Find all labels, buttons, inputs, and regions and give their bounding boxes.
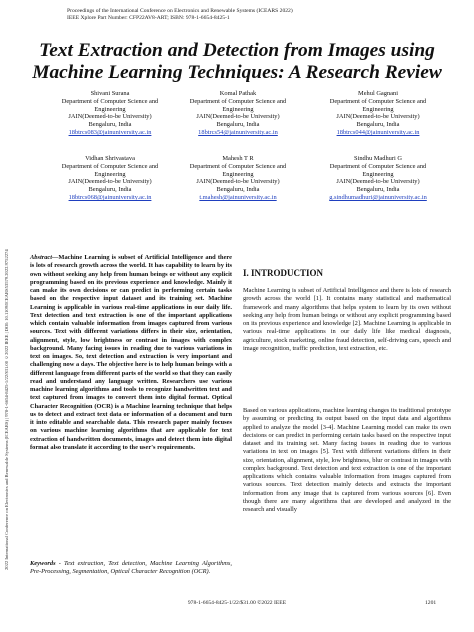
author-city: Bengaluru, India: [356, 186, 400, 194]
author-block: [168, 155, 308, 202]
author-dept: Department of Computer Science and: [329, 97, 427, 105]
author-name: Shivani Surana: [90, 90, 130, 97]
author-institution: JAIN(Deemed-to-be University): [68, 178, 152, 186]
author-institution: JAIN(Deemed-to-be University): [68, 113, 152, 121]
author-email[interactable]: 18btrcs083@jainuniversity.ac.in: [68, 128, 152, 136]
author-name: Komal Pathak: [219, 90, 257, 97]
footer-copyright: 978-1-6654-8425-1/22/$31.00 ©2022 IEEE: [187, 600, 287, 606]
author-name: Vidhan Shrivastava: [85, 155, 135, 162]
author-dept: Engineering: [362, 105, 394, 113]
author-email[interactable]: 18btrcs068@jainuniversity.ac.in: [68, 193, 152, 201]
author-name: Mehul Gagnani: [358, 90, 398, 97]
author-dept: Engineering: [94, 105, 126, 113]
author-block: [40, 90, 180, 137]
author-dept: Engineering: [222, 105, 254, 113]
conference-line-2: IEEE Xplore Part Number: CFP22AV8-ART; ISBN: 978-1-6654-8425-1: [67, 15, 230, 21]
author-block: [308, 155, 448, 202]
conference-header: [67, 8, 293, 22]
author-institution: JAIN(Deemed-to-be University): [196, 113, 280, 121]
page-number: 1201: [425, 600, 437, 606]
author-city: Bengaluru, India: [88, 186, 132, 194]
author-email[interactable]: 18btrcs044@jainuniversity.ac.in: [336, 128, 420, 136]
author-institution: JAIN(Deemed-to-be University): [336, 113, 420, 121]
author-city: Bengaluru, India: [88, 121, 132, 129]
abstract-lead: Abstract: [30, 254, 53, 261]
keywords-lead: Keywords: [30, 560, 56, 567]
author-dept: Department of Computer Science and: [189, 97, 287, 105]
section-heading: I. INTRODUCTION: [243, 268, 324, 278]
author-email[interactable]: t.mahesh@jainuniversity.ac.in: [199, 193, 277, 201]
doi-sidebar: 2022 International Conference on Electronics and Renewable Systems (ICEARS) | 978-1-6654-8425-1/22/$31.00 ©2022 IEEE | DOI: 10.1109/ICEARS53579.2022.9752274: [4, 249, 9, 570]
abstract: [30, 254, 232, 452]
abstract-text: —Machine Learning is subset of Artificial Intelligence and there is lots of research growth across the world. It has capability to learn by its own without seeking any help from human beings or without any explicit programming based on its previous experience and knowledge. Mainly it can make its own decisions or can predict in performing certain tasks based on the respective input dataset and its training set. Machine Learning is applicable in various real-time applications in our daily life. Text detection and text extraction is one of the important applications which contain valuable information from images captured from various sources. Text with different variations differs in their size, orientation, alignment, style, low brightness or contrast in images with complex background. Many facing issues in reading due to various variations in text on images. So, text detection and extraction is very important and challenging now a days. The objective here is to help human beings with a different language from different parts of the world so that they can easily read and understand any language written. Researchers use various machine learning algorithms and tools to recognize handwritten text and text captured from images to convert them into digital format. Optical Character Recognition (OCR) is a Machine learning technique that helps us to detect and extract text data or information of a document and turn it into editable and searchable data. This research paper mainly focuses on various machine learning algorithms that are applicable for text extraction of handwritten documents, images and detect them into digital format also translate it according to the user's requirements.: [30, 254, 232, 451]
author-block: [308, 90, 448, 137]
author-name: Sindhu Madhuri G: [354, 155, 402, 162]
author-city: Bengaluru, India: [356, 121, 400, 129]
title-line-1: Text Extraction and Detection from Images using: [39, 40, 435, 61]
author-block: [40, 155, 180, 202]
intro-paragraph-1: Machine Learning is subset of Artificial Intelligence and there is lots of research growth across the world [1]. It contains many statistical and mathematical framework and many algorithms that helps system to learn by its own without seeking any help from human beings or without any explicit programming based on its previous experience and knowledge [2]. Machine Learning is applicable in various real-time applications in our daily life like medical diagnosis, agriculture, stock marketing, online fraud detection, self-driving cars, speech and image recognition, traffic prediction, text extraction, etc.: [243, 287, 451, 352]
keywords-text: - Text extraction, Text detection, Machine Learning Algorithms, Pre-Processing, Segmentation, Optical Character Recognition (OCR).: [30, 560, 232, 576]
author-email[interactable]: g.sindhumadhuri@jainuniversity.ac.in: [329, 193, 427, 201]
author-dept: Department of Computer Science and: [189, 162, 287, 170]
author-dept: Department of Computer Science and: [329, 162, 427, 170]
author-dept: Engineering: [94, 170, 126, 178]
author-institution: JAIN(Deemed-to-be University): [196, 178, 280, 186]
author-dept: Engineering: [362, 170, 394, 178]
author-name: Mahesh T R: [222, 155, 254, 162]
author-institution: JAIN(Deemed-to-be University): [336, 178, 420, 186]
author-email[interactable]: 18btrcs54@jainuniversity.ac.in: [198, 128, 278, 136]
author-dept: Department of Computer Science and: [61, 97, 159, 105]
intro-paragraph-2: Based on various applications, machine learning changes its traditional prototype by assuming or predicting its output based on the input data and algorithms applied to analyze the model [3-4]. Machine Learning model can make its own decisions or can predict in performing certain tasks based on the respective input dataset and its training set. Many facing issues in reading due to various variations in text on images [5]. Text with different variations differs in their size, orientation, alignment, style, low brightness, blur or contrast in images with complex background. Text detection and text extraction is one of the important applications which contains valuable information from images captured from various sources. Text detection mainly detects and extracts the important information from any image that is captured from various sources [6]. Even though there are many algorithms that are developed and analyzed in the research and visually: [243, 407, 451, 513]
author-dept: Engineering: [222, 170, 254, 178]
title-line-2: Machine Learning Techniques: A Research Review: [32, 62, 442, 83]
author-block: [168, 90, 308, 137]
author-dept: Department of Computer Science and: [61, 162, 159, 170]
author-city: Bengaluru, India: [216, 186, 260, 194]
keywords: [30, 560, 232, 577]
conference-line-1: Proceedings of the International Conference on Electronics and Renewable Systems (ICEARS 2022): [67, 8, 293, 14]
paper-title: [20, 40, 454, 84]
author-city: Bengaluru, India: [216, 121, 260, 129]
